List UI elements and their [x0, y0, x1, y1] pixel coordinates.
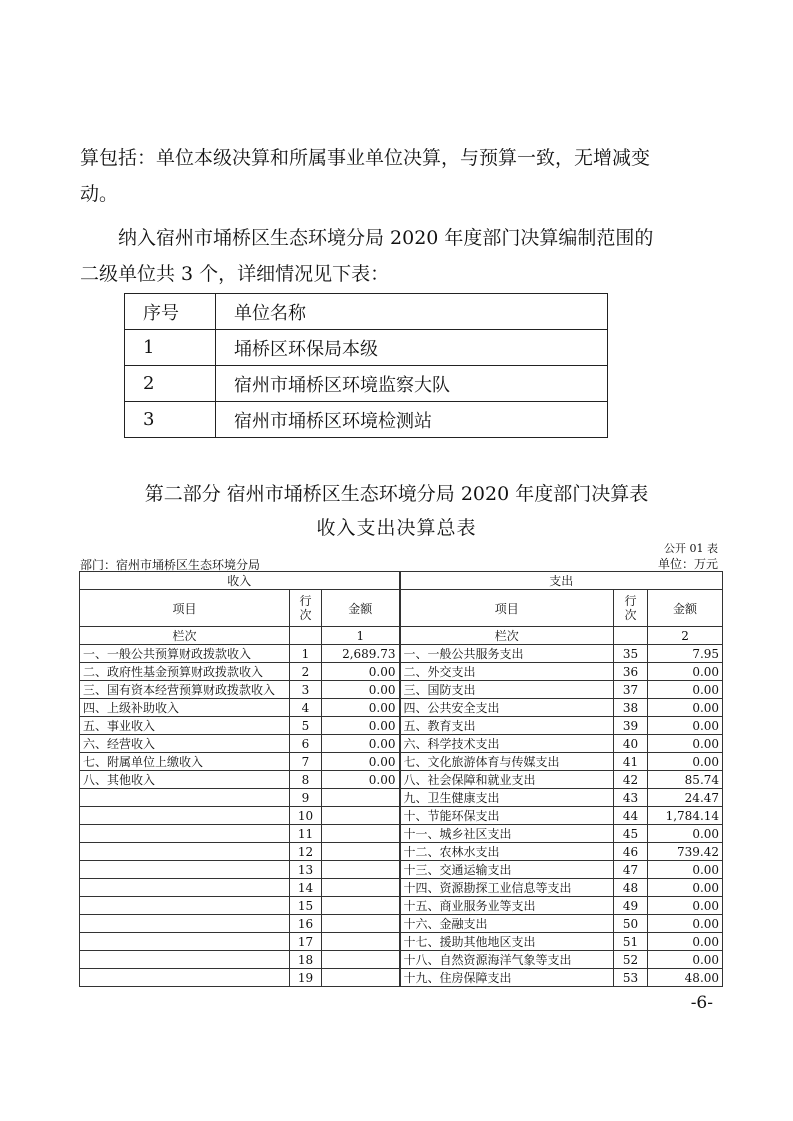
table-row: [80, 897, 723, 915]
income-row-no-cell: 5: [290, 717, 322, 735]
expense-row-no-cell: 43: [614, 789, 648, 807]
expense-amount-cell: 0.00: [648, 861, 723, 879]
expense-row-no-cell: 50: [614, 915, 648, 933]
income-item-cell: [80, 825, 290, 843]
part-title: 第二部分 宿州市埇桥区生态环境分局 2020 年度部门决算表: [144, 483, 649, 505]
table-row: [80, 645, 723, 663]
table-row: [80, 861, 723, 879]
income-amount-cell: [322, 789, 400, 807]
expense-item-cell: 二、外交支出: [400, 663, 614, 681]
unit-name-cell: 埇桥区环保局本级: [216, 330, 608, 366]
expense-header: 支出: [400, 572, 723, 590]
text-line: 算包括：单位本级决算和所属事业单位决算，与预算一致，无增减变: [80, 147, 651, 169]
expense-row-no-cell: 35: [614, 645, 648, 663]
income-item-cell: [80, 807, 290, 825]
table-row: [125, 366, 608, 402]
expense-amount-cell: 0.00: [648, 933, 723, 951]
income-amount-cell: [322, 861, 400, 879]
expense-item-cell: 十七、援助其他地区支出: [400, 933, 614, 951]
unit-label: 单位：万元: [657, 557, 718, 571]
income-row-no-cell: 13: [290, 861, 322, 879]
income-row-no-cell: 6: [290, 735, 322, 753]
income-item-cell: 三、国有资本经营预算财政拨款收入: [80, 681, 290, 699]
expense-item-cell: 八、社会保障和就业支出: [400, 771, 614, 789]
expense-amount-cell: 85.74: [648, 771, 723, 789]
expense-amount-cell: 0.00: [648, 681, 723, 699]
expense-item-cell: 十八、自然资源海洋气象等支出: [400, 951, 614, 969]
table-row: [80, 879, 723, 897]
expense-amount-cell: 1,784.14: [648, 807, 723, 825]
table-row: [80, 681, 723, 699]
income-amount-cell: 0.00: [322, 771, 400, 789]
empty-cell: [290, 627, 322, 645]
expense-row-no-cell: 36: [614, 663, 648, 681]
expense-item-cell: 十四、资源勘探工业信息等支出: [400, 879, 614, 897]
income-amount-cell: [322, 843, 400, 861]
unit-name-cell: 宿州市埇桥区环境检测站: [216, 402, 608, 438]
seq-cell: 3: [125, 402, 216, 438]
expense-amount-cell: 0.00: [648, 897, 723, 915]
income-item-cell: 四、上级补助收入: [80, 699, 290, 717]
table-row: [80, 843, 723, 861]
expense-row-no-cell: 53: [614, 969, 648, 987]
expense-item-cell: 四、公共安全支出: [400, 699, 614, 717]
table-row: [80, 789, 723, 807]
section-header-row: [80, 572, 723, 590]
expense-row-no-cell: 41: [614, 753, 648, 771]
income-row-no-cell: 14: [290, 879, 322, 897]
income-item-header: 项目: [80, 590, 290, 627]
department-label: 部门：宿州市埇桥区生态环境分局: [80, 558, 261, 572]
income-amount-cell: [322, 807, 400, 825]
expense-col-number: 2: [648, 627, 723, 645]
expense-amount-cell: 24.47: [648, 789, 723, 807]
income-amount-cell: [322, 879, 400, 897]
income-amount-cell: [322, 933, 400, 951]
empty-cell: [614, 627, 648, 645]
income-item-cell: 一、一般公共预算财政拨款收入: [80, 645, 290, 663]
expense-item-cell: 一、一般公共服务支出: [400, 645, 614, 663]
expense-row-no-cell: 49: [614, 897, 648, 915]
units-table: [124, 293, 608, 438]
table-row: [80, 699, 723, 717]
row-no-header-top: 行: [299, 594, 312, 608]
expense-row-no-cell: 38: [614, 699, 648, 717]
income-amount-cell: [322, 915, 400, 933]
table-row: [80, 735, 723, 753]
expense-amount-cell: 7.95: [648, 645, 723, 663]
income-header: 收入: [80, 572, 400, 590]
income-row-no-cell: 7: [290, 753, 322, 771]
income-item-cell: [80, 843, 290, 861]
expense-amount-cell: 0.00: [648, 699, 723, 717]
intro-paragraph: [80, 140, 720, 212]
row-no-header-top: 行: [624, 594, 637, 608]
income-item-cell: [80, 933, 290, 951]
table-title: 收入支出决算总表: [316, 517, 477, 539]
income-amount-cell: 0.00: [322, 735, 400, 753]
expense-item-cell: 三、国防支出: [400, 681, 614, 699]
form-number: 公开 01 表: [664, 542, 718, 555]
table-row: [80, 951, 723, 969]
expense-item-header: 项目: [400, 590, 614, 627]
expense-amount-cell: 48.00: [648, 969, 723, 987]
expense-row-no-cell: 47: [614, 861, 648, 879]
income-amount-cell: 0.00: [322, 681, 400, 699]
table-row: [80, 915, 723, 933]
income-expense-rows: [80, 645, 723, 987]
income-item-cell: 七、附属单位上缴收入: [80, 753, 290, 771]
income-row-no-cell: 2: [290, 663, 322, 681]
table-row: [125, 402, 608, 438]
table-row: [80, 771, 723, 789]
scope-paragraph: [80, 220, 720, 292]
income-amount-header: 金额: [322, 590, 400, 627]
income-row-no-header: [290, 590, 322, 627]
header-seq: 序号: [125, 294, 216, 330]
table-row: [80, 933, 723, 951]
expense-item-cell: 十九、住房保障支出: [400, 969, 614, 987]
expense-amount-cell: 739.42: [648, 843, 723, 861]
income-item-cell: 六、经营收入: [80, 735, 290, 753]
text-line: 二级单位共 3 个，详细情况见下表：: [80, 263, 390, 285]
income-row-no-cell: 15: [290, 897, 322, 915]
expense-item-cell: 十二、农林水支出: [400, 843, 614, 861]
income-item-cell: [80, 915, 290, 933]
column-header-row: [80, 590, 723, 627]
expense-row-no-cell: 51: [614, 933, 648, 951]
income-row-no-cell: 11: [290, 825, 322, 843]
income-amount-cell: 0.00: [322, 699, 400, 717]
income-item-cell: [80, 969, 290, 987]
units-table-header: [125, 294, 608, 330]
income-amount-cell: 0.00: [322, 753, 400, 771]
income-row-no-cell: 3: [290, 681, 322, 699]
income-item-cell: 五、事业收入: [80, 717, 290, 735]
expense-amount-cell: 0.00: [648, 663, 723, 681]
income-item-cell: 八、其他收入: [80, 771, 290, 789]
income-item-cell: [80, 861, 290, 879]
table-row: [80, 825, 723, 843]
expense-row-no-header: [614, 590, 648, 627]
seq-cell: 1: [125, 330, 216, 366]
income-row-no-cell: 4: [290, 699, 322, 717]
expense-col-label: 栏次: [400, 627, 614, 645]
table-row: [80, 717, 723, 735]
income-amount-cell: 2,689.73: [322, 645, 400, 663]
income-amount-cell: [322, 825, 400, 843]
header-unit-name: 单位名称: [216, 294, 608, 330]
expense-row-no-cell: 45: [614, 825, 648, 843]
income-item-cell: [80, 951, 290, 969]
expense-row-no-cell: 40: [614, 735, 648, 753]
income-row-no-cell: 16: [290, 915, 322, 933]
row-no-header-bottom: 次: [299, 608, 312, 622]
income-row-no-cell: 17: [290, 933, 322, 951]
expense-item-cell: 九、卫生健康支出: [400, 789, 614, 807]
income-col-label: 栏次: [80, 627, 290, 645]
income-item-cell: [80, 879, 290, 897]
expense-item-cell: 十五、商业服务业等支出: [400, 897, 614, 915]
expense-row-no-cell: 48: [614, 879, 648, 897]
expense-amount-cell: 0.00: [648, 879, 723, 897]
text-line: 纳入宿州市埇桥区生态环境分局 2020 年度部门决算编制范围的: [118, 227, 654, 249]
expense-row-no-cell: 42: [614, 771, 648, 789]
page-number: -6-: [690, 993, 713, 1013]
table-row: [80, 663, 723, 681]
expense-item-cell: 十、节能环保支出: [400, 807, 614, 825]
income-row-no-cell: 18: [290, 951, 322, 969]
income-item-cell: 二、政府性基金预算财政拨款收入: [80, 663, 290, 681]
expense-item-cell: 十一、城乡社区支出: [400, 825, 614, 843]
income-amount-cell: [322, 969, 400, 987]
income-amount-cell: [322, 951, 400, 969]
expense-row-no-cell: 44: [614, 807, 648, 825]
expense-amount-cell: 0.00: [648, 825, 723, 843]
income-amount-cell: 0.00: [322, 663, 400, 681]
income-amount-cell: [322, 897, 400, 915]
expense-item-cell: 五、教育支出: [400, 717, 614, 735]
expense-row-no-cell: 37: [614, 681, 648, 699]
unit-name-cell: 宿州市埇桥区环境监察大队: [216, 366, 608, 402]
expense-item-cell: 十六、金融支出: [400, 915, 614, 933]
expense-row-no-cell: 52: [614, 951, 648, 969]
income-amount-cell: 0.00: [322, 717, 400, 735]
seq-cell: 2: [125, 366, 216, 402]
table-row: [80, 753, 723, 771]
income-item-cell: [80, 789, 290, 807]
expense-amount-cell: 0.00: [648, 951, 723, 969]
expense-amount-header: 金额: [648, 590, 723, 627]
expense-item-cell: 七、文化旅游体育与传媒支出: [400, 753, 614, 771]
income-row-no-cell: 19: [290, 969, 322, 987]
text-line: 动。: [80, 183, 119, 205]
income-row-no-cell: 10: [290, 807, 322, 825]
table-row: [125, 330, 608, 366]
table-row: [80, 807, 723, 825]
table-row: [80, 969, 723, 987]
income-row-no-cell: 12: [290, 843, 322, 861]
income-row-no-cell: 8: [290, 771, 322, 789]
income-item-cell: [80, 897, 290, 915]
expense-item-cell: 六、科学技术支出: [400, 735, 614, 753]
income-col-number: 1: [322, 627, 400, 645]
expense-item-cell: 十三、交通运输支出: [400, 861, 614, 879]
income-row-no-cell: 9: [290, 789, 322, 807]
income-row-no-cell: 1: [290, 645, 322, 663]
column-number-row: [80, 627, 723, 645]
expense-row-no-cell: 39: [614, 717, 648, 735]
expense-row-no-cell: 46: [614, 843, 648, 861]
expense-amount-cell: 0.00: [648, 717, 723, 735]
expense-amount-cell: 0.00: [648, 735, 723, 753]
expense-amount-cell: 0.00: [648, 753, 723, 771]
expense-amount-cell: 0.00: [648, 915, 723, 933]
income-expense-table: [79, 571, 723, 987]
row-no-header-bottom: 次: [624, 608, 637, 622]
